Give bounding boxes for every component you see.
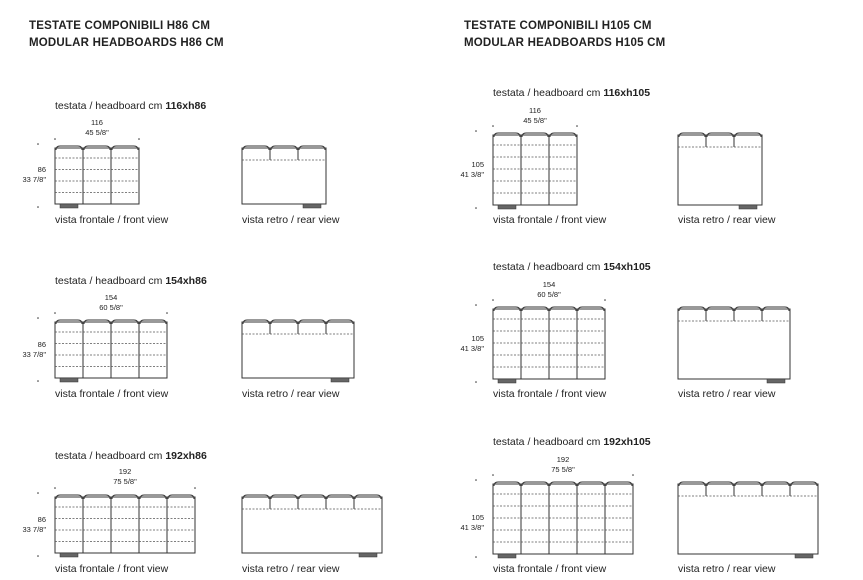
header-h86-it: TESTATE COMPONIBILI H86 CM xyxy=(29,20,211,32)
item-label: testata / headboard cm 154xh86 xyxy=(55,275,207,287)
dimension-tick xyxy=(492,299,494,301)
dimension-tick xyxy=(194,487,196,489)
width-dimension: 192 75 5/8" xyxy=(551,455,575,474)
rear-view-drawing xyxy=(232,485,392,563)
width-dimension: 116 45 5/8" xyxy=(85,118,109,137)
foot xyxy=(498,554,516,558)
dimension-tick xyxy=(138,138,140,140)
width-dimension: 154 60 5/8" xyxy=(99,293,123,312)
width-dimension: 116 45 5/8" xyxy=(523,106,547,125)
foot xyxy=(767,379,785,383)
front-view-caption: vista frontale / front view xyxy=(493,388,607,400)
foot xyxy=(60,553,78,557)
height-dimension: 86 33 7/8" xyxy=(22,515,46,534)
rear-view-drawing xyxy=(232,136,336,214)
rear-view-caption: vista retro / rear view xyxy=(242,563,340,575)
item-label: testata / headboard cm 116xh86 xyxy=(55,100,207,112)
height-dimension: 86 33 7/8" xyxy=(22,165,46,184)
front-view-caption: vista frontale / front view xyxy=(55,563,169,575)
dimension-tick xyxy=(604,299,606,301)
height-dimension: 105 41 3/8" xyxy=(460,160,484,179)
headboard-outline xyxy=(678,135,762,205)
dimension-tick xyxy=(475,381,477,383)
dimension-tick xyxy=(475,556,477,558)
dimension-tick xyxy=(492,474,494,476)
rear-view-caption: vista retro / rear view xyxy=(242,388,340,400)
dimension-tick xyxy=(632,474,634,476)
height-dimension: 105 41 3/8" xyxy=(460,513,484,532)
dimension-tick xyxy=(576,125,578,127)
dimension-tick xyxy=(54,138,56,140)
dimension-tick xyxy=(37,206,39,208)
rear-view-drawing xyxy=(668,472,828,564)
width-dimension: 154 60 5/8" xyxy=(537,280,561,299)
dimension-tick xyxy=(475,207,477,209)
foot xyxy=(60,378,78,382)
item-label: testata / headboard cm 116xh105 xyxy=(493,87,651,99)
foot xyxy=(498,205,516,209)
dimension-tick xyxy=(37,143,39,145)
rear-view-drawing xyxy=(232,310,364,388)
headboard-outline xyxy=(493,135,577,205)
dimension-tick xyxy=(37,555,39,557)
front-view-drawing xyxy=(45,310,177,388)
rear-view-drawing xyxy=(668,123,772,215)
foot xyxy=(795,554,813,558)
dimension-tick xyxy=(475,304,477,306)
foot xyxy=(359,553,377,557)
item-label: testata / headboard cm 192xh105 xyxy=(493,436,651,448)
rear-view-caption: vista retro / rear view xyxy=(678,214,776,226)
front-view-drawing xyxy=(483,297,615,389)
front-view-caption: vista frontale / front view xyxy=(493,563,607,575)
front-view-drawing xyxy=(45,136,149,214)
front-view-caption: vista frontale / front view xyxy=(55,388,169,400)
headboard-outline xyxy=(55,497,195,553)
rear-view-caption: vista retro / rear view xyxy=(678,563,776,575)
headboard-outline xyxy=(493,484,633,554)
front-view-caption: vista frontale / front view xyxy=(493,214,607,226)
rear-view-caption: vista retro / rear view xyxy=(242,214,340,226)
rear-view-drawing xyxy=(668,297,800,389)
dimension-tick xyxy=(492,125,494,127)
dimension-tick xyxy=(37,492,39,494)
dimension-tick xyxy=(475,130,477,132)
header-h86 xyxy=(29,18,224,52)
foot xyxy=(331,378,349,382)
item-label: testata / headboard cm 154xh105 xyxy=(493,261,651,273)
dimension-tick xyxy=(166,312,168,314)
front-view-drawing xyxy=(483,123,587,215)
height-dimension: 105 41 3/8" xyxy=(460,334,484,353)
dimension-tick xyxy=(54,487,56,489)
foot xyxy=(60,204,78,208)
dimension-tick xyxy=(37,380,39,382)
foot xyxy=(303,204,321,208)
item-label: testata / headboard cm 192xh86 xyxy=(55,450,207,462)
headboard-outline xyxy=(242,148,326,204)
headboard-outline xyxy=(55,148,139,204)
headboard-outline xyxy=(242,497,382,553)
foot xyxy=(739,205,757,209)
headboard-outline xyxy=(678,484,818,554)
dimension-tick xyxy=(54,312,56,314)
dimension-tick xyxy=(37,317,39,319)
header-h86-en: MODULAR HEADBOARDS H86 CM xyxy=(29,37,224,49)
front-view-drawing xyxy=(45,485,205,563)
front-view-caption: vista frontale / front view xyxy=(55,214,169,226)
dimension-tick xyxy=(475,479,477,481)
width-dimension: 192 75 5/8" xyxy=(113,467,137,486)
header-h105-en: MODULAR HEADBOARDS H105 CM xyxy=(464,37,666,49)
foot xyxy=(498,379,516,383)
header-h105-it: TESTATE COMPONIBILI H105 CM xyxy=(464,20,652,32)
header-h105 xyxy=(464,18,665,52)
rear-view-caption: vista retro / rear view xyxy=(678,388,776,400)
height-dimension: 86 33 7/8" xyxy=(22,340,46,359)
front-view-drawing xyxy=(483,472,643,564)
